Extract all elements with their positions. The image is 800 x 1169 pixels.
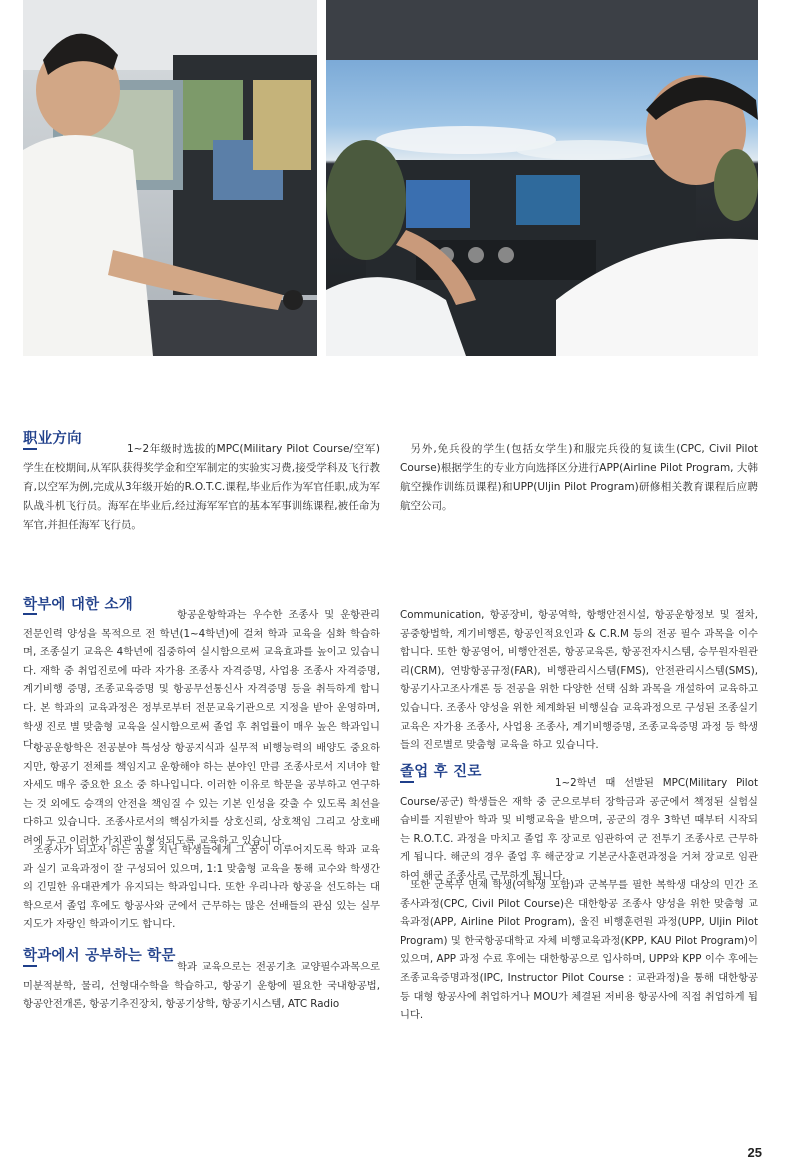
study-paragraph-continued: Communication, 항공장비, 항공역학, 항행안전시설, 항공운항정보 및 절차, 공중항법학, 계기비행론, 항공인적요인과 & C.R.M 등의 전공 필수 과목을 이수합니다. 또한 항공영어, 비행안전론, 항공교육론, 항공전자시스템, 승무원자원관리(CRM), 연방항공규정(FAR), 비행관리시스템(FMS), 안전관리시스템(SMS), 항공기사고조사개론 등 전공을 위한 다양한 선택 심화 과목을 개설하여 교육하고 있습니다. 조종사 양성을 위한 체계화된 비행실습 교육과정으로 구성된 조종실기교육은 자가용 조종사, 사업용 조종사, 계기비행증명, 조종교육증명 과정 등 학생들의 진로별로 맞춤형 교육을 하고 있습니다. — [400, 609, 758, 752]
study-heading: 학과에서 공부하는 학문 — [23, 948, 176, 964]
career-cn-left-paragraph: 1~2年级时选拔的MPC(Military Pilot Course/空军)学生在校期间,从军队获得奖学金和空军制定的实验实习费,接受学科及飞行教育,以空军为例,完成从3年级开始的R.O.T.C.课程,毕业后作为军官任职,成为军队战斗机飞行员。海军在毕业后,经过海军军官的基本军事训练课程,被任命为军官,并担任海军飞行员。 — [23, 443, 380, 531]
training-simulator-photo — [23, 0, 317, 356]
intro-heading: 학부에 대한 소개 — [23, 597, 133, 613]
after-graduation-heading: 졸업 후 진로 — [400, 764, 482, 780]
page-number: 25 — [747, 1145, 762, 1160]
intro-paragraph-1: 항공운항학과는 우수한 조종사 및 운항관리 전문인력 양성을 목적으로 전 학년(1~4학년)에 걸쳐 학과 교육을 심화 학습하며, 조종실기 교육은 4학년에 집중하여 실시함으로써 교육효과를 높이고 있습니다. 재학 중 취업진로에 따라 자가용 조종사 자격증명, 사업용 조종사 자격증명, 계기비행 증명, 조종교육증명 및 항공무선통신사 자격증명 등을 취득하게 합니다. 본 학과의 교육과정은 정부로부터 전문교육기관으로 지정을 받아 운영하며, 학생 진로 별 맞춤형 교육을 실시함으로써 졸업 후 취업률이 매우 높은 학과입니다. — [23, 609, 380, 752]
after-graduation-paragraph-2: 또한 군복무 면제 학생(여학생 포함)과 군복무를 필한 복학생 대상의 민간 조종사과정(CPC, Civil Pilot Course)은 대한항공 조종사 양성을 위한 맞춤형 교육과정(APP, Airline Pilot Program), 울진 비행훈련원 과정(UPP, Uljin Pilot Program) 및 한국항공대학교 자체 비행교육과정(KPP, KAU Pilot Program)이 있으며, APP 과정 수료 후에는 대한항공으로 입사하며, UPP와 KPP 이수 후에는 조종교육증명과정(IPC, Instructor Pilot Course : 교관과정)을 통해 대한항공 등 대형 항공사에 취업하거나 MOU가 체결된 저비용 항공사에 직접 취업하게 됩니다. — [400, 879, 758, 1022]
career-cn-heading: 职业方向 — [23, 431, 82, 447]
intro-paragraph-3: 조종사가 되고자 하는 꿈을 지닌 학생들에게 그 꿈이 이루어지도록 학과 교육과 실기 교육과정이 잘 구성되어 있으며, 1:1 맞춤형 교육을 통해 교수와 학생간의 긴밀한 유대관계가 유지되는 학과입니다. 또한 우리나라 항공을 선도하는 대학으로서 졸업 후에도 항공사와 군에서 근무하는 많은 선배들의 관심 있는 실무지도가 자랑인 학과이기도 합니다. — [23, 844, 380, 931]
career-cn-right-paragraph: 另外,免兵役的学生(包括女学生)和服完兵役的复读生(CPC, Civil Pilot Course)根据学生的专业方向选择区分进行APP(Airline Pilot Program, 大韩航空操作训练员课程)和UPP(Uljin Pilot Program)研修相关教育课程后应聘航空公司。 — [400, 443, 758, 512]
after-graduation-paragraph-1: 1~2학년 때 선발된 MPC(Military Pilot Course/공군) 학생들은 재학 중 군으로부터 장학금과 공군에서 책정된 실험실습비를 지원받아 학과 및 비행교육을 받으며, 공군의 경우 3학년 때부터 시작되는 R.O.T.C. 과정을 마치고 졸업 후 장교로 임관하여 군 전투기 조종사로 근무하게 됩니다. 해군의 경우 졸업 후 해군장교 기본군사훈련과정을 거쳐 장교로 임관하여 해군 조종사로 근무하게 됩니다. — [400, 777, 758, 882]
study-paragraph-start: 학과 교육으로는 전공기초 교양필수과목으로 미분적분학, 물리, 선형대수학을 학습하고, 항공기 운항에 필요한 국내항공법, 항공안전개론, 항공기추진장치, 항공기상학, 항공기시스템, ATC Radio — [23, 961, 380, 1011]
cockpit-flight-photo — [326, 0, 758, 356]
intro-paragraph-2: 항공운항학은 전공분야 특성상 항공지식과 실무적 비행능력의 배양도 중요하지만, 항공기 전체를 책임지고 운항해야 하는 분야인 만큼 조종사로서 지녀야 할 자세도 매우 중요한 요소 중 하나입니다. 이러한 이유로 학문을 공부하고 연구하는 것 외에도 승객의 안전을 책임질 수 있는 기본 인성을 갖출 수 있도록 최선을 다하고 있습니다. 조종사로서의 핵심가치를 상호신뢰, 상호책임 그리고 상호배려에 두고 이러한 가치관이 형성되도록 교육하고 있습니다. — [23, 742, 380, 847]
